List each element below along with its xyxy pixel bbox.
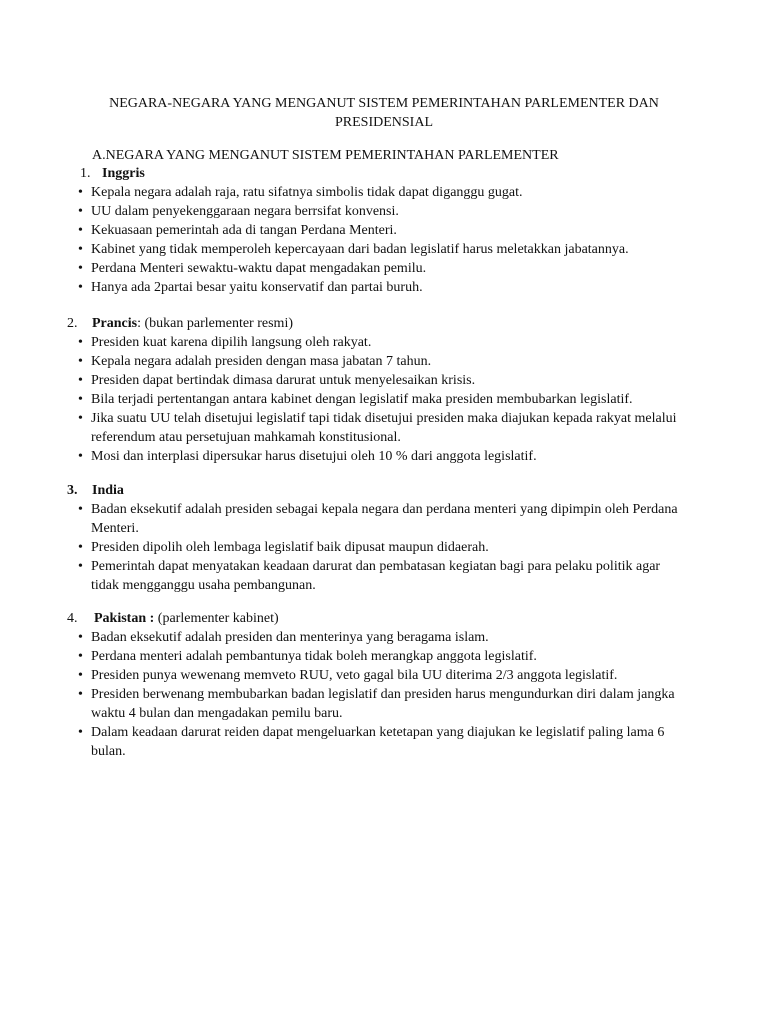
- bullet-icon: •: [78, 392, 83, 407]
- bullet-icon: •: [78, 502, 83, 517]
- bullet-icon: •: [78, 649, 83, 664]
- country-heading: [0, 164, 768, 183]
- list-item: • Presiden berwenang membubarkan badan legislatif dan presiden harus mengundurkan diri dalam jangka waktu 4 bulan dan mengadakan pemilu baru.: [78, 687, 675, 721]
- country-heading: [0, 609, 768, 628]
- country-number: 3.: [67, 483, 78, 498]
- country-name: Pakistan :: [94, 611, 155, 626]
- country-section-india: [0, 481, 768, 595]
- list-item: • Presiden dipolih oleh lembaga legislatif baik dipusat maupun didaerah.: [78, 540, 489, 555]
- bullet-icon: •: [78, 630, 83, 645]
- bullet-icon: •: [78, 242, 83, 257]
- bullet-icon: •: [78, 354, 83, 369]
- country-number: 4.: [67, 611, 78, 626]
- bullet-list: [0, 333, 768, 466]
- list-item: • Pemerintah dapat menyatakan keadaan darurat dan pembatasan kegiatan bagi para pelaku politik agar tidak mengganggu usaha pembangunan.: [78, 559, 661, 593]
- list-item: • Dalam keadaan darurat reiden dapat mengeluarkan ketetapan yang diajukan ke legislatif paling lama 6 bulan.: [78, 725, 665, 759]
- bullet-icon: •: [78, 373, 83, 388]
- list-item: • Presiden dapat bertindak dimasa darurat untuk menyelesaikan krisis.: [78, 373, 476, 388]
- country-section-prancis: [0, 314, 768, 466]
- list-item: • Perdana Menteri sewaktu-waktu dapat mengadakan pemilu.: [78, 261, 427, 276]
- list-item: • Kekuasaan pemerintah ada di tangan Perdana Menteri.: [78, 223, 397, 238]
- list-item: • Presiden kuat karena dipilih langsung oleh rakyat.: [78, 335, 372, 350]
- country-number: 2.: [67, 316, 78, 331]
- list-item: • Kepala negara adalah presiden dengan masa jabatan 7 tahun.: [78, 354, 432, 369]
- bullet-icon: •: [78, 725, 83, 740]
- bullet-icon: •: [78, 204, 83, 219]
- list-item: • Mosi dan interplasi dipersukar harus disetujui oleh 10 % dari anggota legislatif.: [78, 449, 537, 464]
- bullet-list: [0, 500, 768, 595]
- country-section-pakistan: [0, 609, 768, 761]
- bullet-icon: •: [78, 687, 83, 702]
- list-item: • UU dalam penyekenggaraan negara berrsifat konvensi.: [78, 204, 399, 219]
- country-note: : (bukan parlementer resmi): [137, 316, 293, 331]
- bullet-icon: •: [78, 335, 83, 350]
- bullet-icon: •: [78, 668, 83, 683]
- list-item: • Kabinet yang tidak memperoleh kepercayaan dari badan legislatif harus meletakkan jabatannya.: [78, 242, 629, 257]
- country-name: Inggris: [102, 166, 145, 181]
- country-section-inggris: [0, 164, 768, 297]
- country-note: (parlementer kabinet): [154, 611, 279, 626]
- list-item: • Perdana menteri adalah pembantunya tidak boleh merangkap anggota legislatif.: [78, 649, 537, 664]
- bullet-icon: •: [78, 280, 83, 295]
- country-heading: [0, 481, 768, 500]
- list-item: • Presiden punya wewenang memveto RUU, veto gagal bila UU diterima 2/3 anggota legislatif.: [78, 668, 618, 683]
- bullet-icon: •: [78, 223, 83, 238]
- country-number: 1.: [80, 166, 91, 181]
- bullet-icon: •: [78, 411, 83, 426]
- bullet-list: [0, 183, 768, 297]
- bullet-icon: •: [78, 185, 83, 200]
- bullet-icon: •: [78, 261, 83, 276]
- list-item: • Kepala negara adalah raja, ratu sifatnya simbolis tidak dapat diganggu gugat.: [78, 185, 523, 200]
- list-item: • Badan eksekutif adalah presiden dan menterinya yang beragama islam.: [78, 630, 489, 645]
- list-item: • Badan eksekutif adalah presiden sebagai kepala negara dan perdana menteri yang dipimpin oleh Perdana Menteri.: [78, 502, 678, 536]
- bullet-icon: •: [78, 559, 83, 574]
- section-a-heading: A.NEGARA YANG MENGANUT SISTEM PEMERINTAHAN PARLEMENTER: [92, 148, 559, 163]
- document-title: NEGARA-NEGARA YANG MENGANUT SISTEM PEMERINTAHAN PARLEMENTER DAN PRESIDENSIAL: [109, 96, 659, 130]
- country-heading: [0, 314, 768, 333]
- list-item: • Jika suatu UU telah disetujui legislatif tapi tidak disetujui presiden maka diajukan kepada rakyat melalui referendum atau persetujuan mahkamah konstitusional.: [78, 411, 677, 445]
- country-name: Prancis: [92, 316, 138, 331]
- list-item: • Bila terjadi pertentangan antara kabinet dengan legislatif maka presiden membubarkan legislatif.: [78, 392, 633, 407]
- bullet-icon: •: [78, 540, 83, 555]
- bullet-icon: •: [78, 449, 83, 464]
- bullet-list: [0, 628, 768, 761]
- country-name: India: [92, 483, 124, 498]
- list-item: • Hanya ada 2partai besar yaitu konservatif dan partai buruh.: [78, 280, 423, 295]
